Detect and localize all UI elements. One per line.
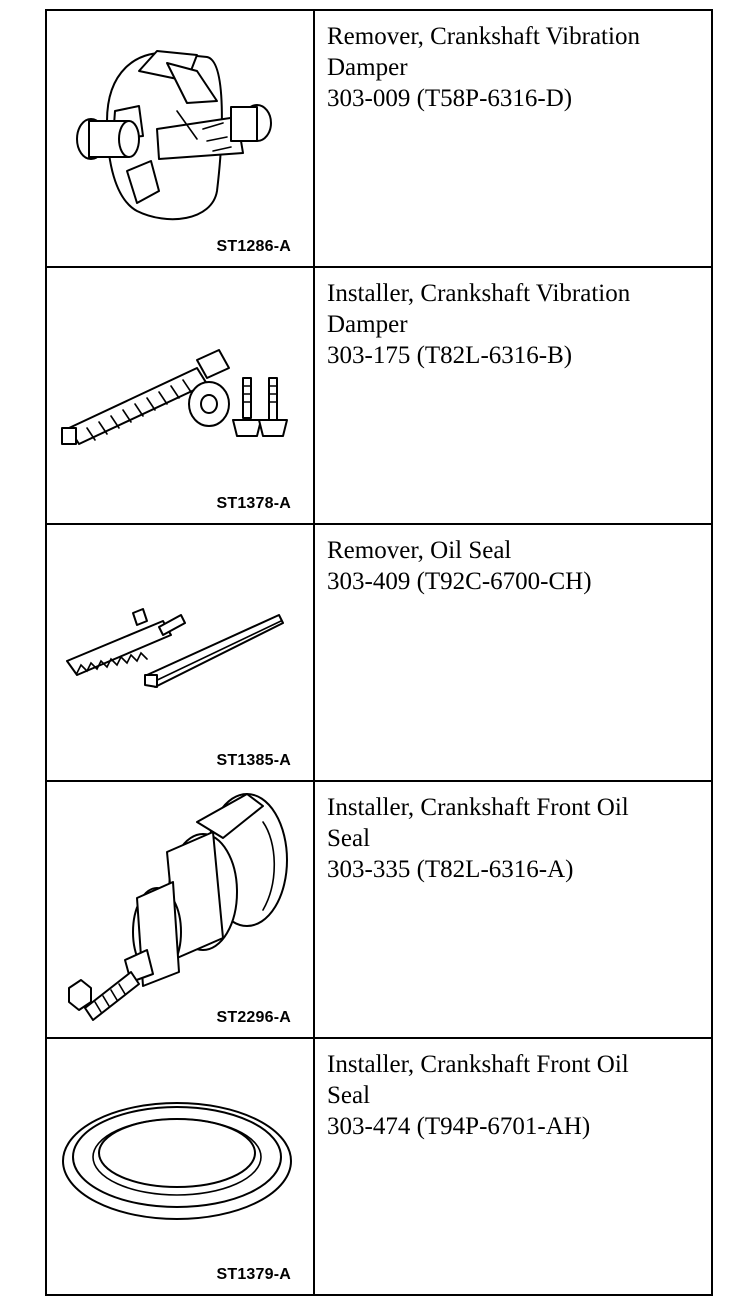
tool-name-line: Installer, Crankshaft Vibration [327, 280, 631, 307]
tool-illustration-cell [46, 10, 314, 267]
tool-description-cell [314, 524, 712, 781]
vibration-damper-remover-icon [47, 11, 313, 266]
tool-number: 303-175 (T82L-6316-B) [327, 342, 573, 369]
tool-illustration-cell [46, 524, 314, 781]
figure-code: ST2296-A [216, 1009, 291, 1026]
tool-name-line: Damper [327, 311, 408, 338]
table-row [46, 10, 712, 267]
table-row [46, 781, 712, 1038]
table-row [46, 267, 712, 524]
tool-name-line: Installer, Crankshaft Front Oil [327, 1051, 629, 1078]
figure-code: ST1385-A [216, 752, 291, 769]
tool-number: 303-009 (T58P-6316-D) [327, 85, 573, 112]
tool-name-line: Damper [327, 54, 408, 81]
front-oil-seal-installer-icon [47, 782, 313, 1037]
tool-description-cell [314, 10, 712, 267]
tool-number: 303-335 (T82L-6316-A) [327, 856, 574, 883]
oil-seal-remover-icon [47, 525, 313, 780]
tool-illustration-cell [46, 267, 314, 524]
tool-illustration-cell [46, 781, 314, 1038]
tool-description-cell [314, 267, 712, 524]
figure-code: ST1378-A [216, 495, 291, 512]
tool-number: 303-409 (T92C-6700-CH) [327, 568, 592, 595]
tool-illustration-cell [46, 1038, 314, 1295]
vibration-damper-installer-icon [47, 268, 313, 523]
tool-number: 303-474 (T94P-6701-AH) [327, 1113, 591, 1140]
tool-description-cell [314, 1038, 712, 1295]
figure-code: ST1379-A [216, 1266, 291, 1283]
tool-name-line: Remover, Oil Seal [327, 537, 512, 564]
figure-code: ST1286-A [216, 238, 291, 255]
special-tools-table [45, 9, 713, 1296]
table-row [46, 1038, 712, 1295]
tool-name-line: Seal [327, 825, 371, 852]
table-row [46, 524, 712, 781]
tool-name-line: Seal [327, 1082, 371, 1109]
tool-description-cell [314, 781, 712, 1038]
tool-name-line: Remover, Crankshaft Vibration [327, 23, 640, 50]
seal-ring-icon [47, 1039, 313, 1294]
tool-name-line: Installer, Crankshaft Front Oil [327, 794, 629, 821]
